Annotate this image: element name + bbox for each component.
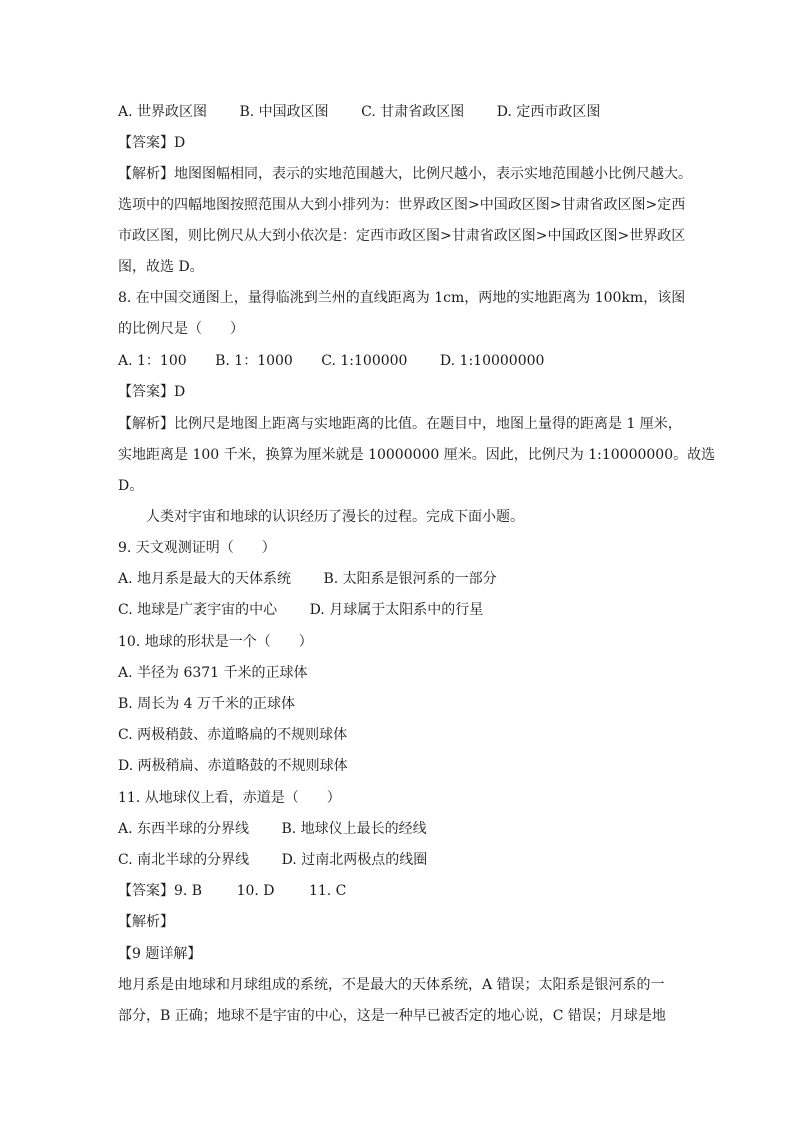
q8-option-d: D. 1:10000000 xyxy=(439,353,545,369)
q8-analysis-line: 实地距离是 100 千米，换算为厘米就是 10000000 厘米。因此，比例尺为 1:10000000。故选 xyxy=(118,447,716,463)
q9-detail-heading: 【9 题详解】 xyxy=(118,946,202,962)
q9-detail-line: 地月系是由地球和月球组成的系统，不是最大的天体系统，A 错误；太阳系是银河系的一 xyxy=(118,977,665,993)
q8-analysis-line: 【解析】比例尺是地图上距离与实地距离的比值。在题目中，地图上量得的距离是 1 厘米， xyxy=(118,416,682,432)
group-answer xyxy=(118,881,346,901)
q8-stem-line: 的比例尺是（ ） xyxy=(118,321,244,337)
q8-option-a: A. 1：100 xyxy=(118,353,187,369)
q8-stem-line: 8. 在中国交通图上，量得临洮到兰州的直线距离为 1cm，两地的实地距离为 100km，该图 xyxy=(118,290,686,306)
q7-analysis-line: 选项中的四幅地图按照范围从大到小排列为：世界政区图>中国政区图>甘肃省政区图>定西 xyxy=(118,197,686,213)
q9-option-d: D. 月球属于太阳系中的行星 xyxy=(309,602,484,618)
q7-answer: 【答案】D xyxy=(118,135,186,151)
q9-options-row xyxy=(118,600,483,620)
group-answer-q9: 【答案】9. B xyxy=(118,883,203,899)
q8-answer: 【答案】D xyxy=(118,384,186,400)
q7-analysis-line: 【解析】地图图幅相同，表示的实地范围越大，比例尺越小，表示实地范围越小比例尺越大。 xyxy=(118,166,692,182)
q8-option-c: C. 1:100000 xyxy=(321,353,408,369)
q11-option-d: D. 过南北两极点的线圈 xyxy=(281,852,428,868)
q7-options xyxy=(118,102,600,122)
q10-option-d: D. 两极稍扁、赤道略鼓的不规则球体 xyxy=(118,758,348,774)
q7-option-b: B. 中国政区图 xyxy=(239,104,329,120)
q10-option-a: A. 半径为 6371 千米的正球体 xyxy=(118,665,308,681)
q7-option-c: C. 甘肃省政区图 xyxy=(361,104,465,120)
q7-analysis-line: 图，故选 D。 xyxy=(118,259,204,275)
q11-options-row xyxy=(118,850,427,870)
q11-options-row xyxy=(118,819,427,839)
q11-option-b: B. 地球仪上最长的经线 xyxy=(281,821,427,837)
q8-options xyxy=(118,351,544,371)
group-intro: 人类对宇宙和地球的认识经历了漫长的过程。完成下面小题。 xyxy=(146,509,524,525)
q9-option-c: C. 地球是广袤宇宙的中心 xyxy=(118,602,278,618)
group-analysis-heading: 【解析】 xyxy=(118,914,174,930)
q9-option-a: A. 地月系是最大的天体系统 xyxy=(118,571,292,587)
q7-option-a: A. 世界政区图 xyxy=(118,104,208,120)
group-answer-q10: 10. D xyxy=(236,883,275,899)
q8-analysis-line: D。 xyxy=(118,478,144,494)
q11-stem: 11. 从地球仪上看，赤道是（ ） xyxy=(118,790,341,806)
q10-option-c: C. 两极稍鼓、赤道略扁的不规则球体 xyxy=(118,727,348,743)
q7-option-d: D. 定西市政区图 xyxy=(496,104,601,120)
q10-option-b: B. 周长为 4 万千米的正球体 xyxy=(118,696,295,712)
q9-detail-line: 部分，B 正确；地球不是宇宙的中心，这是一种早已被否定的地心说，C 错误；月球是地 xyxy=(118,1008,666,1024)
q8-option-b: B. 1：1000 xyxy=(215,353,293,369)
q9-stem: 9. 天文观测证明（ ） xyxy=(118,540,276,556)
q9-option-b: B. 太阳系是银河系的一部分 xyxy=(323,571,497,587)
q10-stem: 10. 地球的形状是一个（ ） xyxy=(118,634,313,650)
group-answer-q11: 11. C xyxy=(308,883,347,899)
q11-option-c: C. 南北半球的分界线 xyxy=(118,852,250,868)
q11-option-a: A. 东西半球的分界线 xyxy=(118,821,250,837)
q9-options-row xyxy=(118,569,497,589)
q7-analysis-line: 市政区图，则比例尺从大到小依次是：定西市政区图>甘肃省政区图>中国政区图>世界政区 xyxy=(118,228,686,244)
